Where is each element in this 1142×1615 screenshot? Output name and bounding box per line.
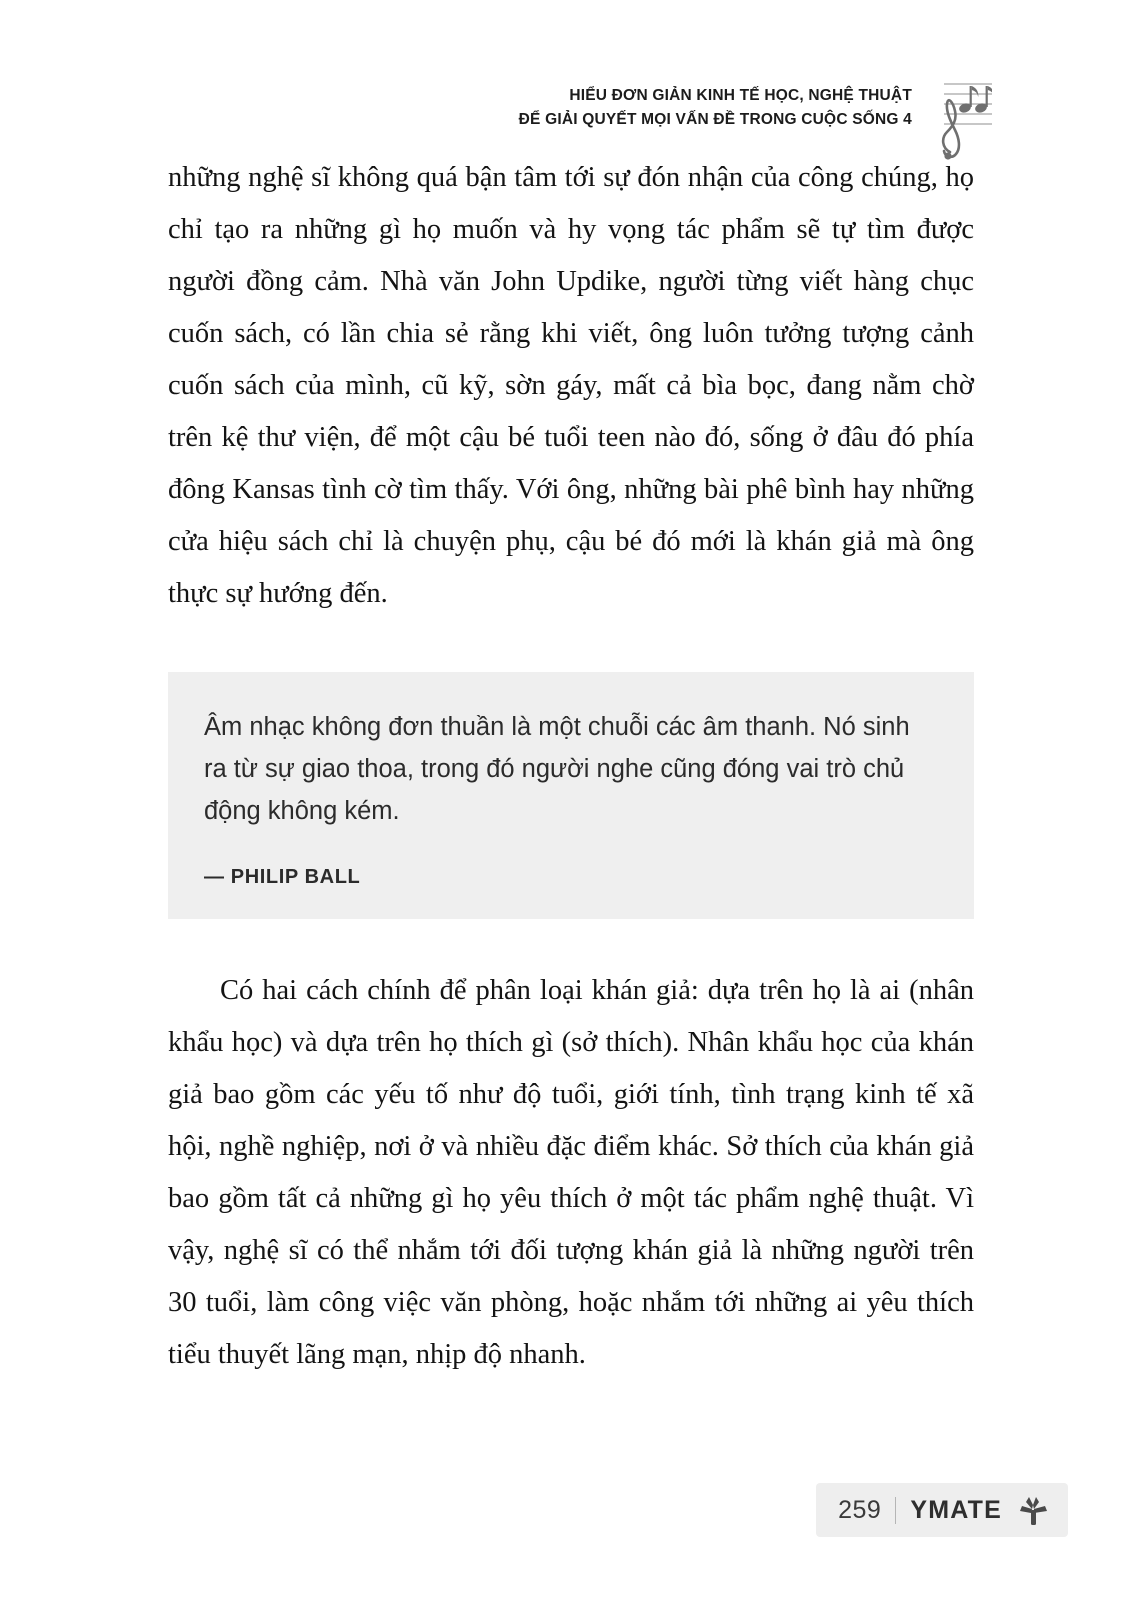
running-head-line-2: ĐỂ GIẢI QUYẾT MỌI VẤN ĐỀ TRONG CUỘC SỐNG 4 xyxy=(518,111,912,129)
footer-divider xyxy=(895,1497,896,1524)
page-content xyxy=(168,152,974,1381)
brand-name: YMATE xyxy=(910,1495,1002,1524)
pull-quote xyxy=(168,672,974,919)
page-number: 259 xyxy=(838,1495,882,1524)
running-head xyxy=(519,78,912,132)
page-footer xyxy=(816,1483,1068,1537)
pull-quote-text: Âm nhạc không đơn thuần là một chuỗi các âm thanh. Nó sinh ra từ sự giao thoa, trong đó người nghe cũng đóng vai trò chủ động không kém. xyxy=(204,713,910,825)
pull-quote-attribution: — PHILIP BALL xyxy=(204,866,361,888)
body-paragraph-1: những nghệ sĩ không quá bận tâm tới sự đón nhận của công chúng, họ chỉ tạo ra những gì họ muốn và hy vọng tác phẩm sẽ tự tìm được người đồng cảm. Nhà văn John Updike, người từng viết hàng chục cuốn sách, có lần chia sẻ rằng khi viết, ông luôn tưởng tượng cảnh cuốn sách của mình, cũ kỹ, sờn gáy, mất cả bìa bọc, đang nằm chờ trên kệ thư viện, để một cậu bé tuổi teen nào đó, sống ở đâu đó phía đông Kansas tình cờ tìm thấy. Với ông, những bài phê bình hay những cửa hiệu sách chỉ là chuyện phụ, cậu bé đó mới là khán giả mà ông thực sự hướng đến. xyxy=(168,162,974,609)
ymate-logo-icon xyxy=(1016,1493,1052,1527)
body-paragraph-2: Có hai cách chính để phân loại khán giả: dựa trên họ là ai (nhân khẩu học) và dựa trên họ thích gì (sở thích). Nhân khẩu học của khán giả bao gồm các yếu tố như độ tuổi, giới tính, tình trạng kinh tế xã hội, nghề nghiệp, nơi ở và nhiều đặc điểm khác. Sở thích của khán giả bao gồm tất cả những gì họ yêu thích ở một tác phẩm nghệ thuật. Vì vậy, nghệ sĩ có thể nhắm tới đối tượng khán giả là những người trên 30 tuổi, làm công việc văn phòng, hoặc nhắm tới những ai yêu thích tiểu thuyết lãng mạn, nhịp độ nhanh. xyxy=(168,975,974,1370)
running-head-line-1: HIỂU ĐƠN GIẢN KINH TẾ HỌC, NGHỆ THUẬT xyxy=(569,87,912,104)
